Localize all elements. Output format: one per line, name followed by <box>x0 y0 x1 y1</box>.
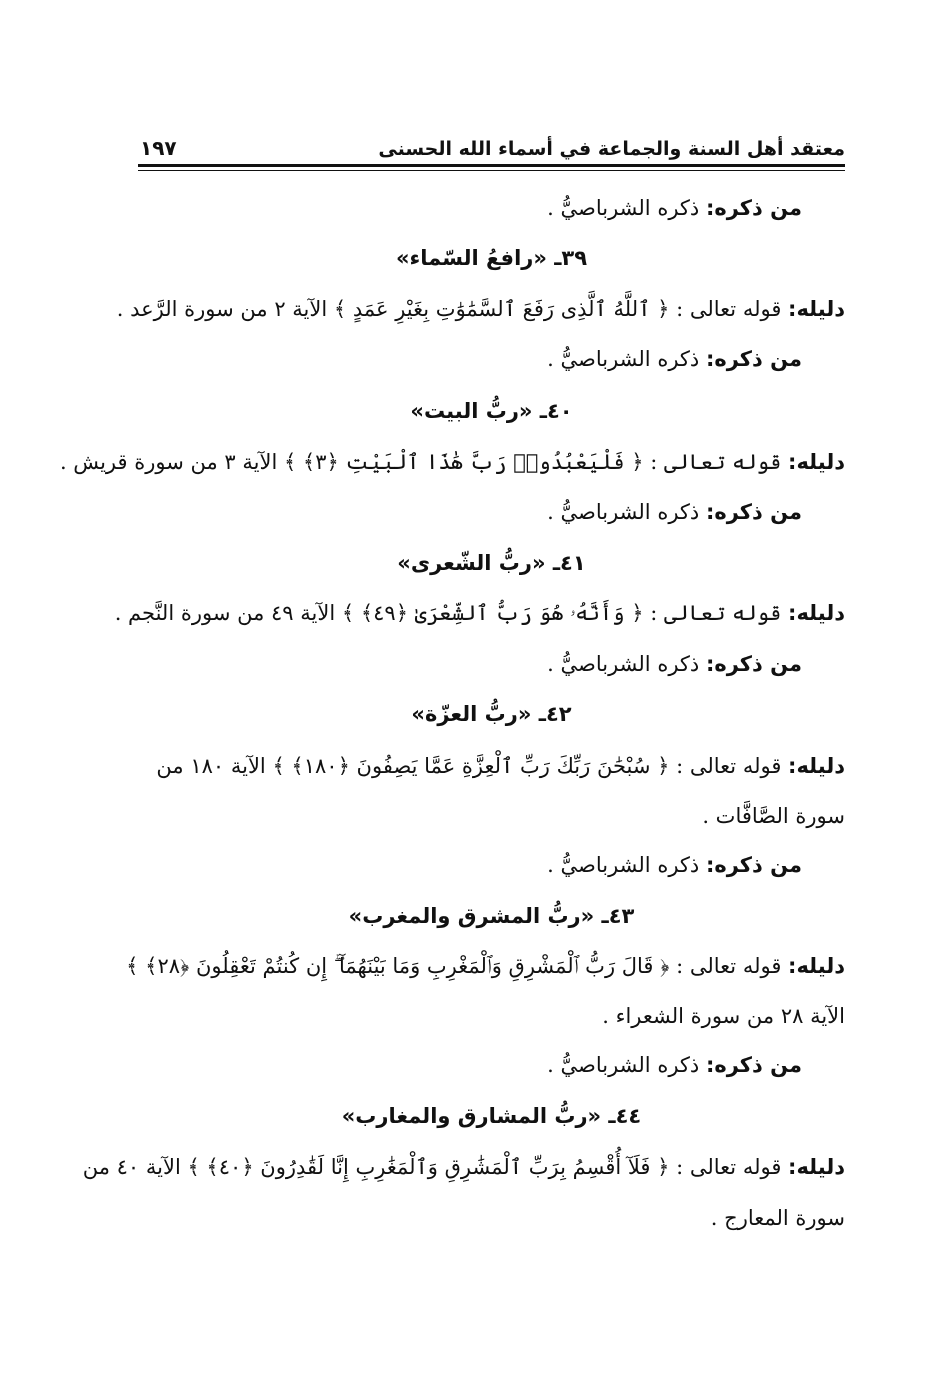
mention-line <box>138 649 802 679</box>
quran-verse: ﴿ فَلَآ أُقْسِمُ بِرَبِّ ٱلْمَشَٰرِقِ وَٱلْمَغَٰرِبِ إِنَّا لَقَٰدِرُونَ ﴿٤٠﴾ ﴾ <box>187 1155 670 1179</box>
quran-verse: ﴿ سُبْحَٰنَ رَبِّكَ رَبِّ ٱلْعِزَّةِ عَمَّا يَصِفُونَ ﴿١٨٠﴾ ﴾ <box>272 754 670 778</box>
evidence-label: دليله: <box>788 297 845 321</box>
evidence-intro: قوله تعالى : <box>669 1155 789 1179</box>
mention-label: من ذكره: <box>705 853 802 877</box>
mention-label: من ذكره: <box>705 196 802 220</box>
page-header <box>140 126 845 160</box>
evidence-line <box>126 951 845 981</box>
continuation-line <box>138 1001 845 1031</box>
mention-text: ذكره الشرباصيُّ . <box>547 853 706 877</box>
verse-reference: الآية ١٨٠ من <box>156 754 273 778</box>
mention-label: من ذكره: <box>705 652 802 676</box>
mention-line <box>138 850 802 880</box>
header-rule-thin <box>138 170 845 171</box>
mention-label: من ذكره: <box>705 1053 802 1077</box>
evidence-line <box>59 447 845 477</box>
evidence-label: دليله: <box>788 601 845 625</box>
name-heading <box>138 1101 845 1131</box>
header-rule-thick <box>138 164 845 167</box>
evidence-intro: قوله تعالى : <box>669 954 789 978</box>
continuation-line <box>138 1203 845 1233</box>
evidence-intro: قوله تعالى : <box>643 601 789 625</box>
continuation-line <box>138 801 845 831</box>
heading-text: ٤٣ـ «ربُّ المشرق والمغرب» <box>348 904 635 928</box>
heading-text: ٤١ـ «ربُّ الشّعرى» <box>397 551 586 575</box>
quran-verse: ﴿ ٱللَّهُ ٱلَّذِى رَفَعَ ٱلسَّمَٰوَٰتِ بِغَيْرِ عَمَدٍ ﴾ <box>333 297 670 321</box>
verse-reference: الآية ٣ من سورة قريش . <box>59 450 284 474</box>
mention-line <box>138 1050 802 1080</box>
verse-reference: الآية ٤٩ من سورة النَّجم . <box>114 601 342 625</box>
mention-text: ذكره الشرباصيُّ . <box>547 347 706 371</box>
heading-text: ٤٤ـ «ربُّ المشارق والمغارب» <box>341 1104 642 1128</box>
evidence-line <box>114 598 845 628</box>
evidence-line <box>82 1152 845 1182</box>
name-heading <box>138 243 845 273</box>
evidence-label: دليله: <box>788 450 845 474</box>
mention-text: ذكره الشرباصيُّ . <box>547 500 706 524</box>
mention-text: ذكره الشرباصيُّ . <box>547 196 706 220</box>
mention-line <box>138 344 802 374</box>
evidence-intro: قوله تعالى : <box>643 450 789 474</box>
running-title: معتقد أهل السنة والجماعة في أسماء الله الحسنى <box>378 138 845 160</box>
mention-label: من ذكره: <box>705 500 802 524</box>
heading-text: ٤٢ـ «ربُّ العزّة» <box>411 702 572 726</box>
mention-line <box>138 497 802 527</box>
evidence-label: دليله: <box>788 754 845 778</box>
evidence-line <box>138 751 845 781</box>
heading-text: ٤٠ـ «ربُّ البيت» <box>410 399 573 423</box>
mention-text: ذكره الشرباصيُّ . <box>547 1053 706 1077</box>
continuation-text: الآية ٢٨ من سورة الشعراء . <box>602 1004 845 1028</box>
evidence-label: دليله: <box>788 1155 845 1179</box>
name-heading <box>138 396 845 426</box>
name-heading <box>138 901 845 931</box>
mention-line <box>138 193 802 223</box>
verse-reference: الآية ٢ من سورة الرَّعد . <box>116 297 334 321</box>
evidence-intro: قوله تعالى : <box>669 754 789 778</box>
continuation-text: سورة الصَّافَّات . <box>702 804 845 828</box>
name-heading <box>138 699 845 729</box>
continuation-text: سورة المعارج . <box>710 1206 845 1230</box>
evidence-line <box>116 294 845 324</box>
mention-text: ذكره الشرباصيُّ . <box>547 652 706 676</box>
heading-text: ٣٩ـ «رافعُ السّماء» <box>395 246 588 270</box>
page-number: ١٩٧ <box>140 136 177 160</box>
verse-reference: الآية ٤٠ من <box>82 1155 188 1179</box>
quran-verse: ﴿ فَلْيَعْبُدُوا۟ رَبَّ هَٰذَا ٱلْبَيْتِ ﴿٣﴾ ﴾ <box>283 450 644 474</box>
quran-verse: ﴿ قَالَ رَبُّ ٱلْمَشْرِقِ وَٱلْمَغْرِبِ وَمَا بَيْنَهُمَآ ۖ إِن كُنتُمْ تَعْقِلُونَ ﴿٢٨﴾ ﴾ <box>126 954 670 978</box>
name-heading <box>138 548 845 578</box>
evidence-intro: قوله تعالى : <box>669 297 789 321</box>
quran-verse: ﴿ وَأَنَّهُۥ هُوَ رَبُّ ٱلشِّعْرَىٰ ﴿٤٩﴾ ﴾ <box>341 601 644 625</box>
evidence-label: دليله: <box>788 954 845 978</box>
mention-label: من ذكره: <box>705 347 802 371</box>
